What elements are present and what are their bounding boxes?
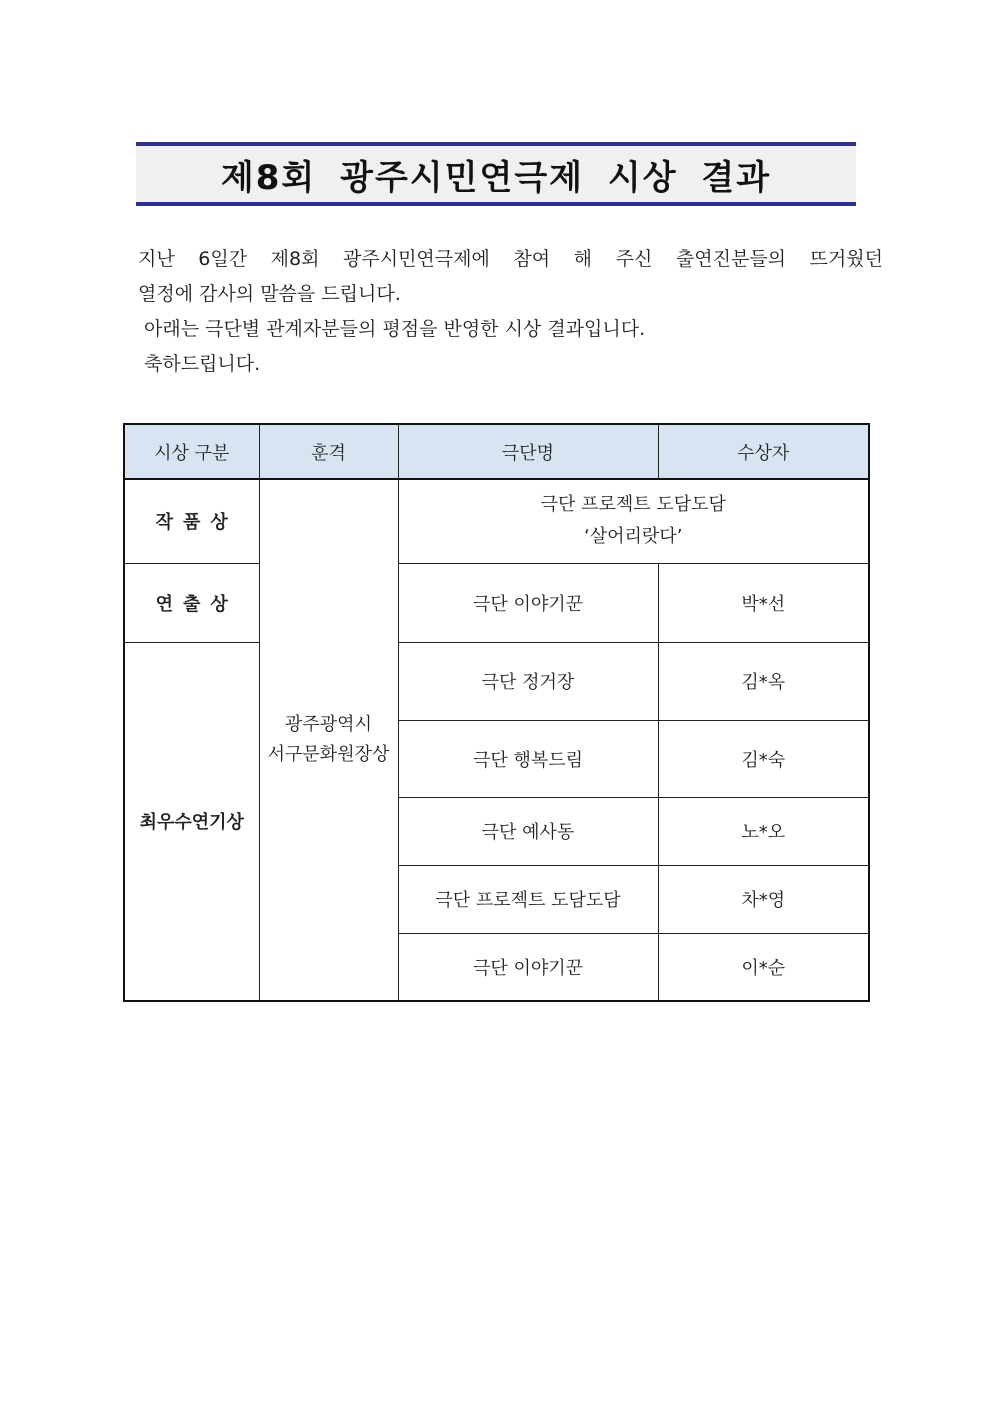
table-row (124, 479, 869, 563)
awards-table (123, 423, 870, 1002)
header-honor: 훈격 (259, 424, 398, 479)
winner-cell: 이*순 (658, 933, 869, 1001)
troupe-cell: 극단 이야기꾼 (398, 933, 658, 1001)
category-director-award: 연출상 (124, 563, 259, 642)
troupe-cell: 극단 정거장 (398, 642, 658, 720)
category-acting-award: 최우수연기상 (124, 642, 259, 1001)
winner-cell: 박*선 (658, 563, 869, 642)
title-banner (136, 142, 856, 206)
winner-cell: 김*옥 (658, 642, 869, 720)
work-award-troupe (398, 479, 869, 563)
troupe-cell: 극단 예사동 (398, 797, 658, 865)
honor-cell (259, 479, 398, 1001)
intro-paragraph (138, 242, 883, 382)
header-troupe: 극단명 (398, 424, 658, 479)
winner-cell: 차*영 (658, 865, 869, 933)
troupe-cell: 극단 이야기꾼 (398, 563, 658, 642)
document-title: 제8회 광주시민연극제 시상 결과 (220, 157, 772, 198)
troupe-cell: 극단 행복드림 (398, 720, 658, 797)
table-header-row (124, 424, 869, 479)
intro-line-4: 축하드립니다. (144, 353, 261, 375)
table-row (124, 563, 869, 642)
troupe-cell: 극단 프로젝트 도담도담 (398, 865, 658, 933)
category-work-award: 작품상 (124, 479, 259, 563)
intro-line-2: 열정에 감사의 말씀을 드립니다. (138, 283, 401, 305)
honor-line-2: 서구문화원장상 (267, 744, 390, 765)
intro-line-3: 아래는 극단별 관계자분들의 평점을 반영한 시상 결과입니다. (144, 318, 646, 340)
winner-cell: 김*숙 (658, 720, 869, 797)
work-award-play-title: ‘살어리랏다’ (584, 526, 683, 548)
header-category: 시상 구분 (124, 424, 259, 479)
table-row (124, 642, 869, 720)
winner-cell: 노*오 (658, 797, 869, 865)
honor-line-1: 광주광역시 (285, 714, 372, 735)
header-winner: 수상자 (658, 424, 869, 479)
work-award-troupe-name: 극단 프로젝트 도담도담 (540, 494, 726, 516)
intro-line-1: 지난 6일간 제8회 광주시민연극제에 참여 해 주신 출연진분들의 뜨거웠던 (138, 248, 883, 270)
